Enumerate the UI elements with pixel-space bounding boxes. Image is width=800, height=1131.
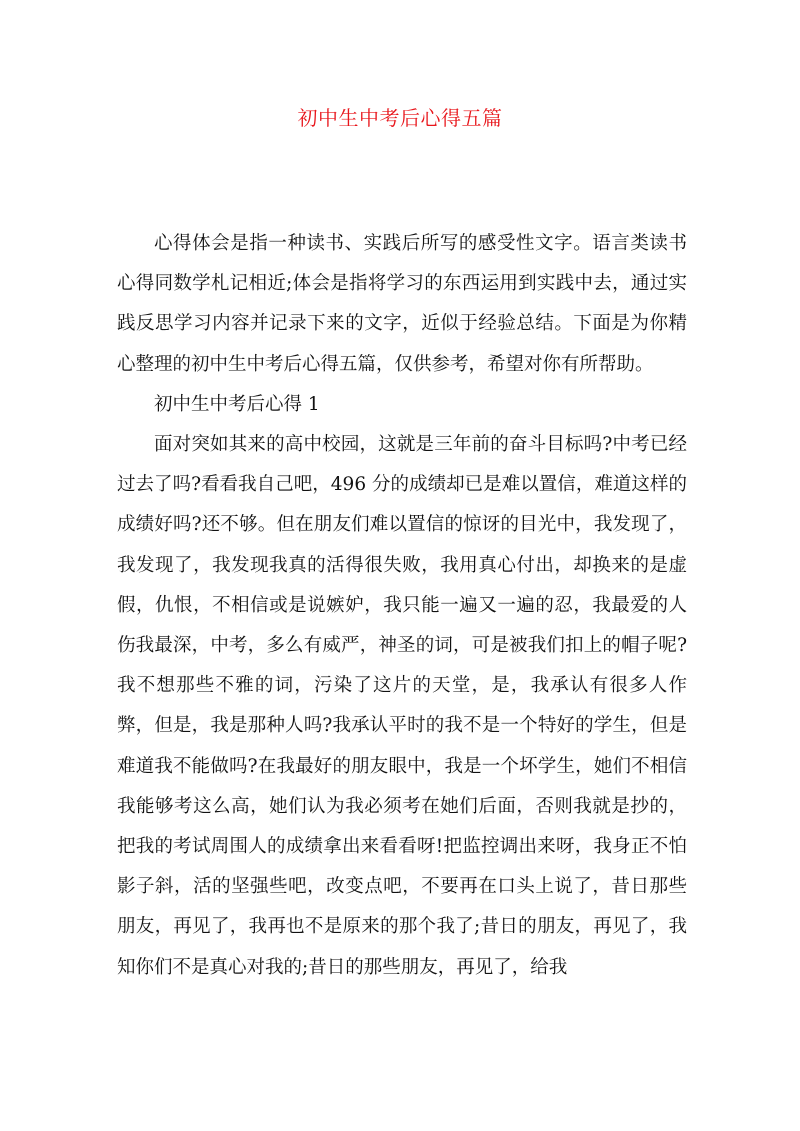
section-paragraph: 面对突如其来的高中校园，这就是三年前的奋斗目标吗?中考已经过去了吗?看看我自己吧，496 分的成绩却已是难以置信，难道这样的成绩好吗?还不够。但在朋友们难以置信的惊讶的目光中，我发现了，我发现了，我发现我真的活得很失败，我用真心付出，却换来的是虚假，仇恨，不相信或是说嫉妒，我只能一遍又一遍的忍，我最爱的人伤我最深，中考，多么有威严，神圣的词，可是被我们扣上的帽子呢?我不想那些不雅的词，污染了这片的天堂，是，我承认有很多人作弊，但是，我是那种人吗?我承认平时的我不是一个特好的学生，但是难道我不能做吗?在我最好的朋友眼中，我是一个坏学生，她们不相信我能够考这么高，她们认为我必须考在她们后面，否则我就是抄的，把我的考试周围人的成绩拿出来看看呀!把监控调出来呀，我身正不怕影子斜，活的坚强些吧，改变点吧，不要再在口头上说了，昔日那些朋友，再见了，我再也不是原来的那个我了;昔日的朋友，再见了，我知你们不是真心对我的;昔日的那些朋友，再见了，给我: [117, 434, 687, 978]
document-title: 初中生中考后心得五篇: [297, 106, 503, 130]
document-body: [117, 224, 687, 988]
intro-paragraph: 心得体会是指一种读书、实践后所写的感受性文字。语言类读书心得同数学札记相近;体会是指将学习的东西运用到实践中去，通过实践反思学习内容并记录下来的文字，近似于经验总结。下面是为你精心整理的初中生中考后心得五篇，仅供参考，希望对你有所帮助。: [117, 233, 687, 375]
section-heading: 初中生中考后心得 1: [154, 393, 320, 415]
